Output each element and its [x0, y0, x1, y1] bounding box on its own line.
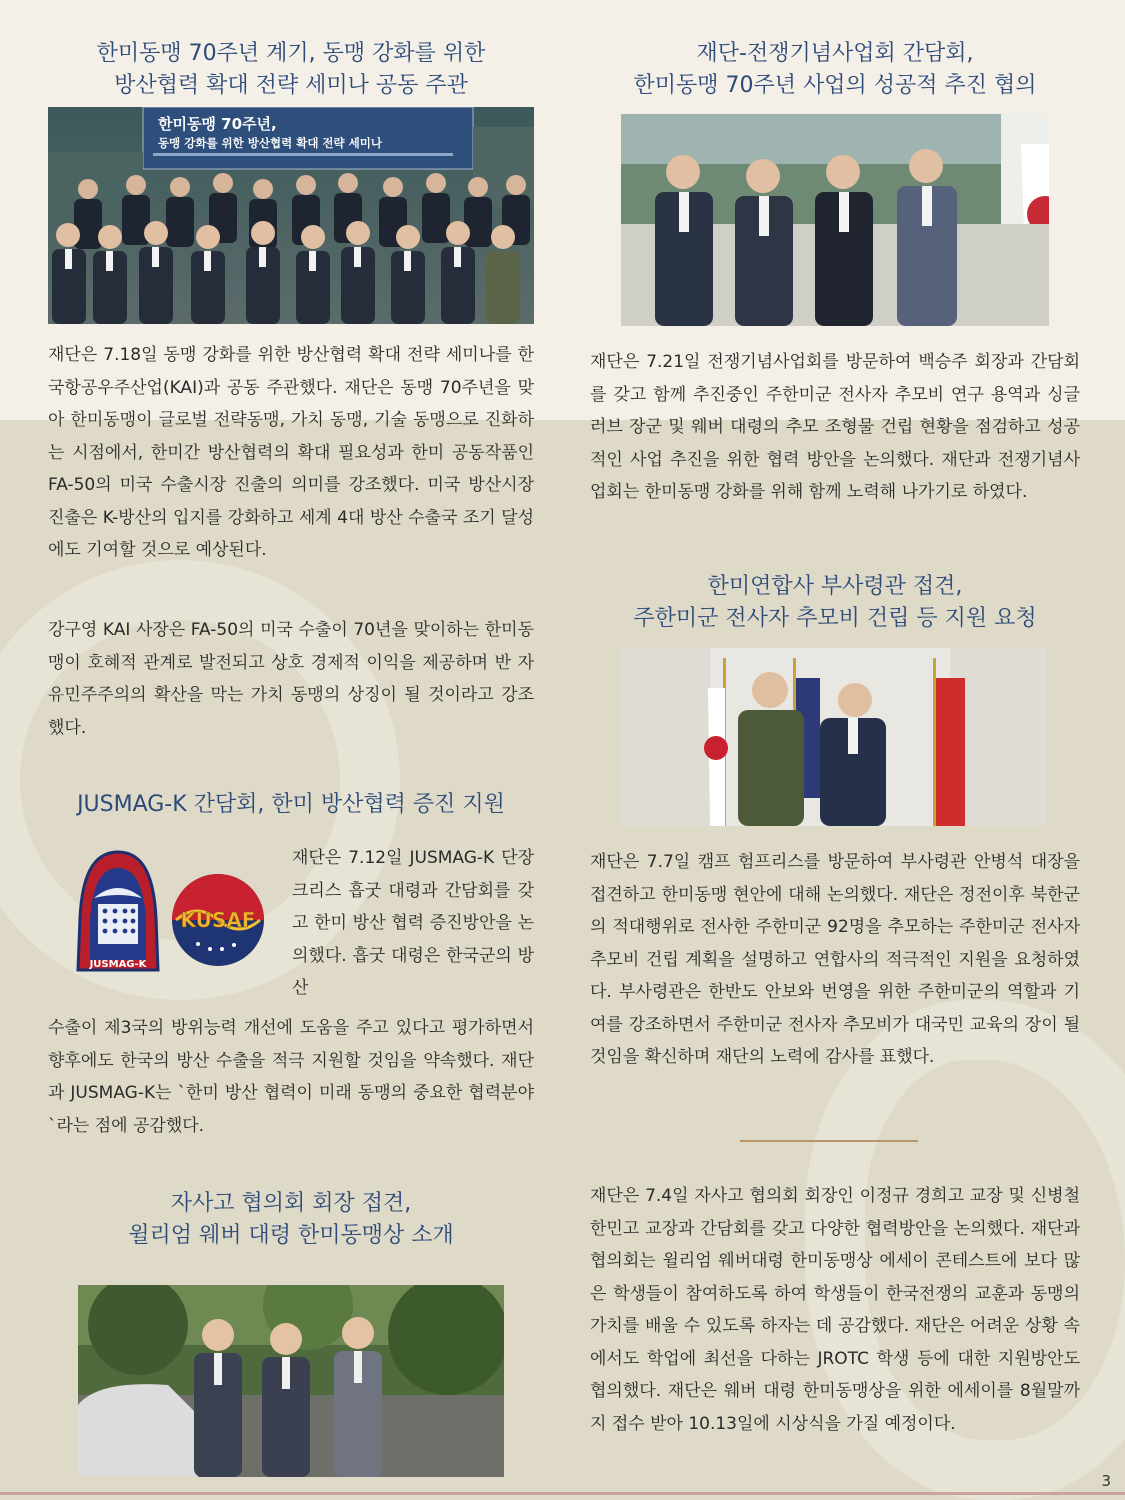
memorial-photo	[621, 114, 1049, 326]
heading-line: 윌리엄 웨버 대령 한미동맹상 소개	[128, 1223, 454, 1248]
bottom-rule	[0, 1492, 1125, 1495]
principals-heading	[48, 1188, 534, 1252]
principals-photo	[78, 1285, 504, 1477]
seminar-paragraph-2: 강구영 KAI 사장은 FA-50의 미국 수출이 70년을 맞이하는 한미동맹이 호혜적 관계로 발전되고 상호 경제적 이익을 제공하며 반 자유민주주의의 확산을 막는 가치 동맹의 상징이 될 것이라고 강조했다.	[48, 620, 534, 738]
cfc-photo	[620, 648, 1046, 826]
banner-text: 한미동맹 70주년,	[158, 115, 277, 133]
jusmag-logo-text: JUSMAG-K	[89, 959, 147, 970]
jusmag-paragraph-bottom: 수출이 제3국의 방위능력 개선에 도움을 주고 있다고 평가하면서 향후에도 한국의 방산 수출을 적극 지원할 것임을 약속했다. 재단과 JUSMAG-K는 `한미 방산 협력이 미래 동맹의 중요한 협력분야`라는 점에 공감했다.	[48, 1018, 534, 1136]
heading-line: 자사고 협의회 회장 접견,	[170, 1191, 412, 1216]
banner-text: 동맹 강화를 위한 방산협력 확대 전략 세미나	[158, 136, 382, 150]
heading-line: 주한미군 전사자 추모비 건립 등 지원 요청	[633, 606, 1037, 631]
memorial-heading	[590, 38, 1080, 102]
heading-line: 방산협력 확대 전략 세미나 공동 주관	[114, 73, 468, 98]
memorial-paragraph: 재단은 7.21일 전쟁기념사업회를 방문하여 백승주 회장과 간담회를 갖고 함께 추진중인 주한미군 전사자 추모비 연구 용역과 싱글러브 장군 및 웨버 대령의 추모 조형물 건립 현황을 점검하고 성공적인 사업 추진을 위한 협력 방안을 논의했다. 재단과 전쟁기념사업회는 한미동맹 강화를 위해 함께 노력해 나가기로 하였다.	[590, 352, 1080, 502]
seminar-group-photo	[48, 107, 534, 324]
heading-line: 한미동맹 70주년 사업의 성공적 추진 협의	[633, 73, 1037, 98]
jusmag-paragraph-top: 재단은 7.12일 JUSMAG-K 단장 크리스 흡굿 대령과 간담회를 갖고 한미 방산 협력 증진방안을 논의했다. 흡굿 대령은 한국군의 방산	[292, 848, 534, 998]
cfc-paragraph: 재단은 7.7일 캠프 험프리스를 방문하여 부사령관 안병석 대장을 접견하고 한미동맹 현안에 대해 논의했다. 재단은 정전이후 북한군의 적대행위로 전사한 주한미군 92명을 추모하는 주한미군 전사자 추모비 건립 계획을 설명하고 연합사의 적극적인 지원을 요청하였다. 부사령관은 한반도 안보와 번영을 위한 주한미군의 역할과 기여를 강조하면서 주한미군 전사자 추모비가 대국민 교육의 장이 될 것임을 확신하며 재단의 노력에 감사를 표했다.	[590, 852, 1080, 1067]
cfc-heading	[590, 571, 1080, 635]
heading-line: 한미동맹 70주년 계기, 동맹 강화를 위한	[96, 41, 486, 66]
heading-line: 재단-전쟁기념사업회 간담회,	[696, 41, 974, 66]
jusmag-heading: JUSMAG-K 간담회, 한미 방산협력 증진 지원	[77, 792, 505, 817]
jusmag-k-logo	[72, 848, 164, 980]
section-divider	[740, 1140, 918, 1142]
kusaf-logo	[170, 872, 266, 972]
kusaf-logo-text: KUSAF	[180, 908, 256, 932]
page-number: 3	[1101, 1472, 1111, 1490]
seminar-heading	[48, 38, 534, 102]
seminar-paragraph-1: 재단은 7.18일 동맹 강화를 위한 방산협력 확대 전략 세미나를 한국항공우주산업(KAI)과 공동 주관했다. 재단은 동맹 70주년을 맞아 한미동맹이 글로벌 전략동맹, 가치 동맹, 기술 동맹으로 진화하는 시점에서, 한미간 방산협력의 확대 필요성과 한미 공동작품인 FA-50의 미국 수출시장 진출의 의미를 강조했다. 미국 방산시장 진출은 K-방산의 입지를 강화하고 세계 4대 방산 수출국 조기 달성에도 기여할 것으로 예상된다.	[48, 345, 534, 560]
principals-paragraph: 재단은 7.4일 자사고 협의회 회장인 이정규 경희고 교장 및 신병철 한민고 교장과 간담회를 갖고 다양한 협력방안을 논의했다. 재단과 협의회는 윌리엄 웨버대령 한미동맹상 에세이 콘테스트에 보다 많은 학생들이 참여하도록 하여 학생들이 한국전쟁의 교훈과 동맹의 가치를 배울 수 있도록 하자는 데 공감했다. 재단은 어려운 상황 속에서도 학업에 최선을 다하는 JROTC 학생 등에 대한 지원방안도 협의했다. 재단은 웨버 대령 한미동맹상을 위한 에세이를 8월말까지 접수 받아 10.13일에 시상식을 가질 예정이다.	[590, 1186, 1080, 1434]
heading-line: 한미연합사 부사령관 접견,	[707, 574, 963, 599]
